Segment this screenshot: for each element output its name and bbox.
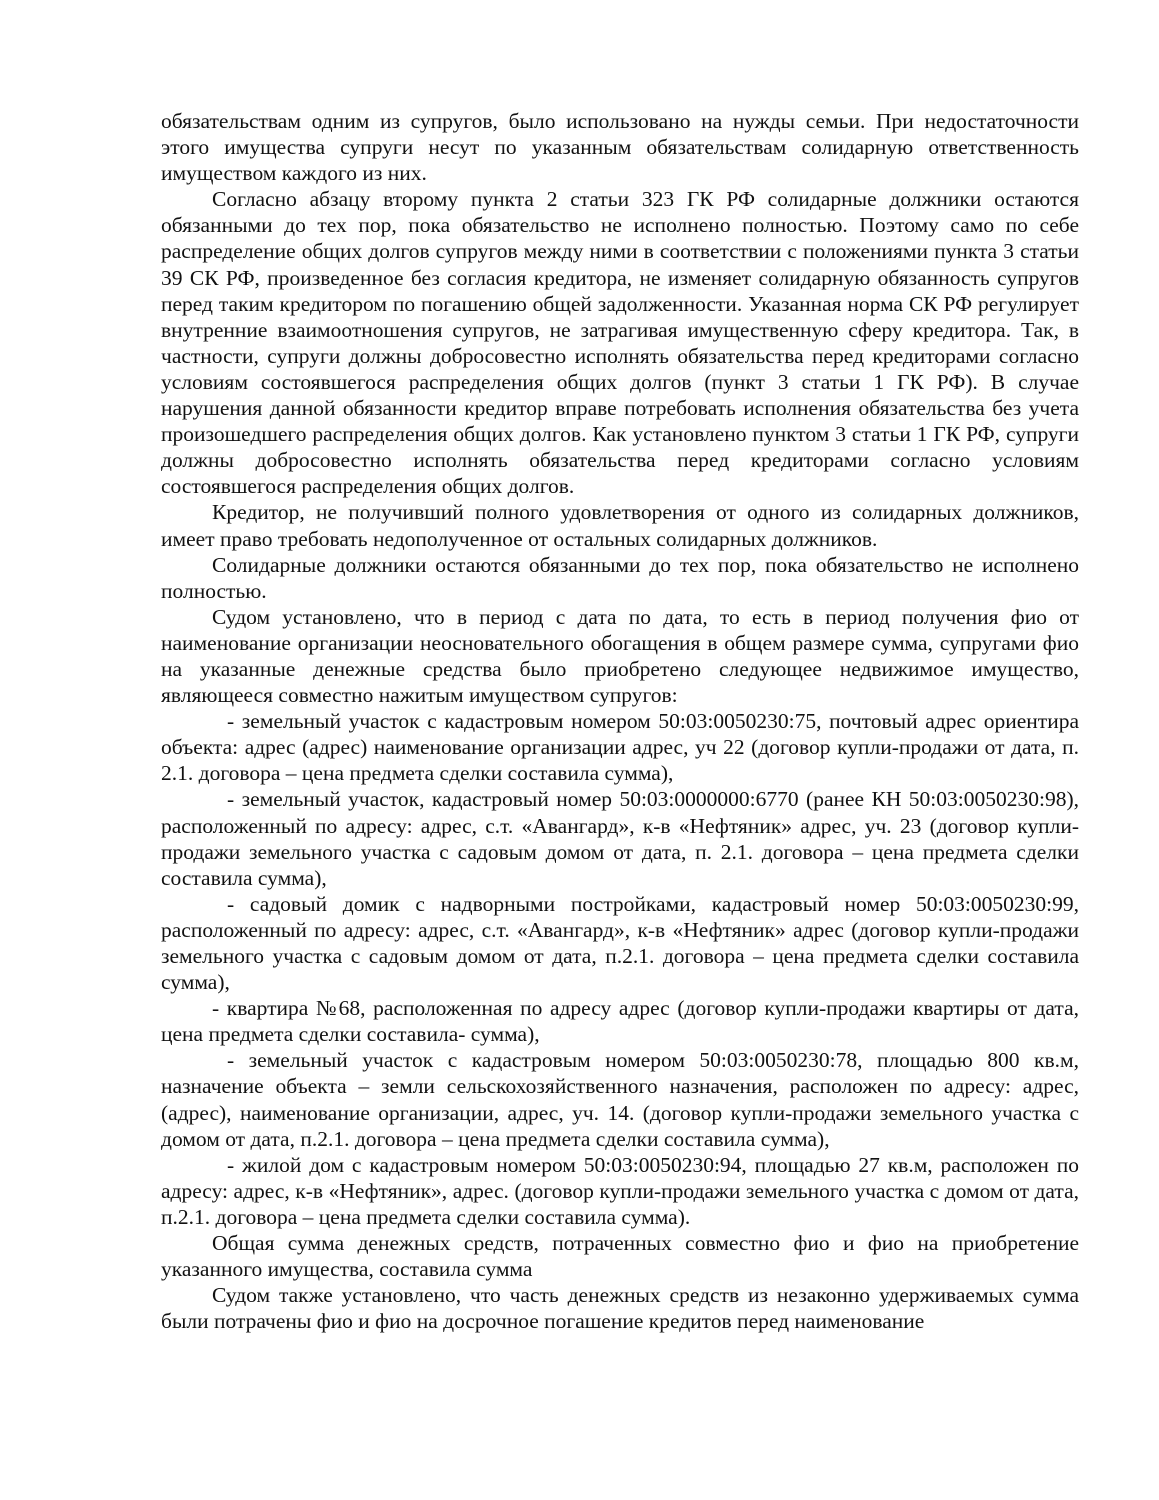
list-item-land-plot-75: - земельный участок с кадастровым номером 50:03:0050230:75, почтовый адрес ориентира объекта: адрес (адрес) наименование организации адрес, уч 22 (договор купли-продажи от дата, п. 2.1. договора – цена предмета сделки составила сумма), <box>161 709 1079 786</box>
document-page <box>161 108 1079 1334</box>
paragraph-3: Кредитор, не получивший полного удовлетворения от одного из солидарных должников, имеет право требовать недополученное от остальных солидарных должников. <box>161 500 1079 551</box>
list-item-land-plot-78: - земельный участок с кадастровым номером 50:03:0050230:78, площадью 800 кв.м, назначение объекта – земли сельскохозяйственного назначения, расположен по адресу: адрес, (адрес), наименование организации, адрес, уч. 14. (договор купли-продажи земельного участка с домом от дата, п.2.1. договора – цена предмета сделки составила сумма), <box>161 1048 1079 1151</box>
paragraph-total-sum: Общая сумма денежных средств, потраченных совместно фио и фио на приобретение указанного имущества, составила сумма <box>161 1231 1079 1282</box>
paragraph-1: обязательствам одним из супругов, было использовано на нужды семьи. При недостаточности этого имущества супруги несут по указанным обязательствам солидарную ответственность имуществом каждого из них. <box>161 109 1079 186</box>
paragraph-early-repayment: Судом также установлено, что часть денежных средств из незаконно удерживаемых сумма были потрачены фио и фио на досрочное погашение кредитов перед наименование <box>161 1283 1079 1334</box>
list-item-apartment-68: - квартира №68, расположенная по адресу адрес (договор купли-продажи квартиры от дата, цена предмета сделки составила- сумма), <box>161 996 1079 1047</box>
list-item-house-94: - жилой дом с кадастровым номером 50:03:0050230:94, площадью 27 кв.м, расположен по адресу: адрес, к-в «Нефтяник», адрес. (договор купли-продажи земельного участка с домом от дата, п.2.1. договора – цена предмета сделки составила сумма). <box>161 1152 1079 1229</box>
paragraph-4: Солидарные должники остаются обязанными до тех пор, пока обязательство не исполнено полностью. <box>161 552 1079 603</box>
paragraph-5: Судом установлено, что в период с дата по дата, то есть в период получения фио от наименование организации неосновательного обогащения в общем размере сумма, супругами фио на указанные денежные средства было приобретено следующее недвижимое имущество, являющееся совместно нажитым имуществом супругов: <box>161 604 1079 708</box>
list-item-land-plot-6770: - земельный участок, кадастровый номер 50:03:0000000:6770 (ранее КН 50:03:0050230:98), расположенный по адресу: адрес, с.т. «Авангард», к-в «Нефтяник» адрес, уч. 23 (договор купли-продажи земельного участка с садовым домом от дата, п. 2.1. договора – цена предмета сделки составила сумма), <box>161 787 1079 890</box>
paragraph-2: Согласно абзацу второму пункта 2 статьи 323 ГК РФ солидарные должники остаются обязанными до тех пор, пока обязательство не исполнено полностью. Поэтому само по себе распределение общих долгов супругов между ними в соответствии с положениями пункта 3 статьи 39 СК РФ, произведенное без согласия кредитора, не изменяет солидарную обязанность супругов перед таким кредитором по погашению общей задолженности. Указанная норма СК РФ регулирует внутренние взаимоотношения супругов, не затрагивая имущественную сферу кредитора. Так, в частности, супруги должны добросовестно исполнять обязательства перед кредиторами согласно условиям состоявшегося распределения общих долгов (пункт 3 статьи 1 ГК РФ). В случае нарушения данной обязанности кредитор вправе потребовать исполнения обязательства без учета произошедшего распределения общих долгов. Как установлено пунктом 3 статьи 1 ГК РФ, супруги должны добросовестно исполнять обязательства перед кредиторами согласно условиям состоявшегося распределения общих долгов. <box>161 187 1079 499</box>
list-item-garden-house-99: - садовый домик с надворными постройками, кадастровый номер 50:03:0050230:99, расположенный по адресу: адрес, с.т. «Авангард», к-в «Нефтяник» адрес (договор купли-продажи земельного участка с садовым домом от дата, п.2.1. договора – цена предмета сделки составила сумма), <box>161 891 1079 995</box>
